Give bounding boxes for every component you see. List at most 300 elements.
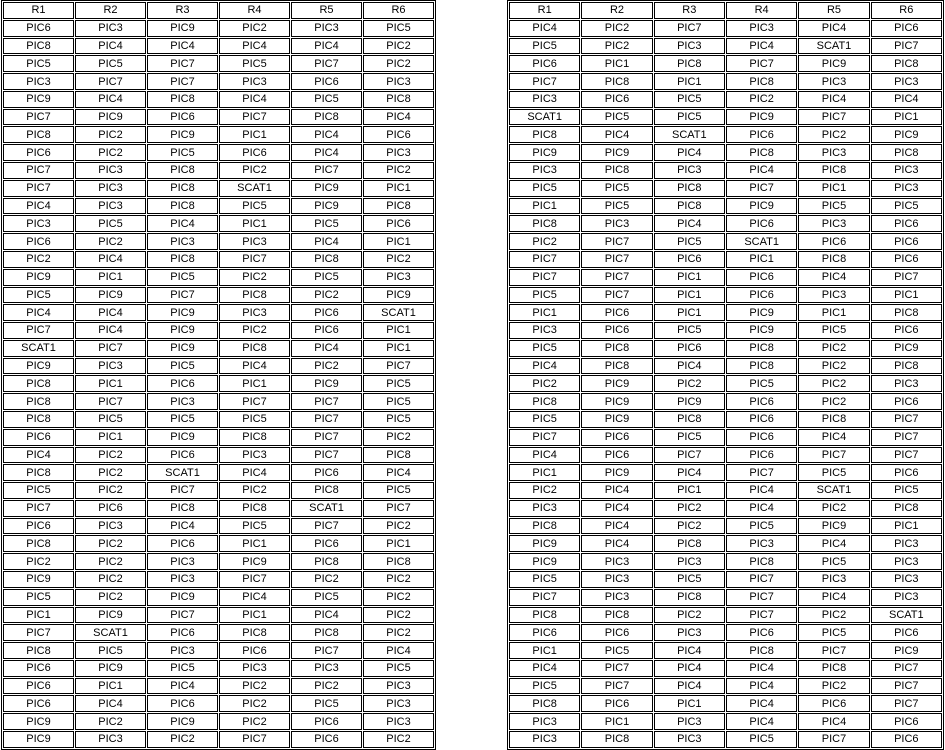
table-cell: PIC1 — [363, 340, 434, 357]
table-cell: PIC7 — [219, 109, 290, 126]
table-cell: PIC7 — [147, 482, 218, 499]
table-cell: PIC5 — [147, 144, 218, 161]
table-cell: PIC4 — [798, 589, 869, 606]
table-cell: PIC6 — [581, 624, 652, 641]
table-cell: PIC5 — [291, 269, 362, 286]
table-cell: PIC3 — [581, 589, 652, 606]
table-cell: PIC5 — [219, 518, 290, 535]
table-cell: PIC2 — [363, 571, 434, 588]
table-cell: PIC2 — [219, 713, 290, 730]
table-row — [3, 695, 434, 712]
table-cell: PIC3 — [75, 518, 146, 535]
table-cell: PIC9 — [219, 553, 290, 570]
table-cell: PIC8 — [726, 358, 797, 375]
table-cell: PIC3 — [871, 375, 942, 392]
table-cell: PIC6 — [726, 126, 797, 143]
table-cell: PIC2 — [726, 91, 797, 108]
table-cell: SCAT1 — [654, 126, 725, 143]
table-cell: PIC8 — [3, 535, 74, 552]
table-cell: PIC4 — [147, 678, 218, 695]
table-cell: PIC6 — [726, 269, 797, 286]
table-cell: PIC2 — [75, 553, 146, 570]
table-cell: PIC4 — [147, 38, 218, 55]
table-cell: PIC6 — [3, 678, 74, 695]
table-row — [509, 38, 942, 55]
table-cell: PIC5 — [509, 180, 580, 197]
table-row — [509, 233, 942, 250]
table-cell: PIC7 — [509, 429, 580, 446]
table-row — [3, 91, 434, 108]
table-cell: PIC9 — [871, 642, 942, 659]
table-cell: PIC6 — [219, 642, 290, 659]
table-cell: PIC6 — [147, 375, 218, 392]
table-row — [509, 678, 942, 695]
table-row — [509, 393, 942, 410]
table-cell: PIC9 — [3, 731, 74, 748]
table-cell: PIC2 — [219, 678, 290, 695]
table-cell: PIC3 — [75, 162, 146, 179]
table-cell: PIC8 — [147, 251, 218, 268]
table-cell: PIC3 — [654, 731, 725, 748]
table-row — [3, 642, 434, 659]
table-row — [3, 251, 434, 268]
table-cell: PIC2 — [363, 55, 434, 72]
table-cell: PIC7 — [509, 251, 580, 268]
table-cell: PIC2 — [75, 126, 146, 143]
table-cell: PIC5 — [509, 340, 580, 357]
table-cell: PIC7 — [726, 55, 797, 72]
table-cell: PIC7 — [219, 731, 290, 748]
table-cell: PIC9 — [581, 411, 652, 428]
table-cell: PIC8 — [363, 553, 434, 570]
table-cell: PIC8 — [581, 731, 652, 748]
table-cell: PIC7 — [798, 109, 869, 126]
table-cell: PIC2 — [75, 464, 146, 481]
table-cell: PIC7 — [147, 287, 218, 304]
header-row — [509, 2, 942, 19]
table-cell: PIC1 — [871, 287, 942, 304]
table-cell: PIC6 — [75, 500, 146, 517]
table-cell: PIC1 — [363, 180, 434, 197]
table-cell: PIC9 — [3, 358, 74, 375]
table-cell: PIC5 — [219, 55, 290, 72]
table-cell: PIC5 — [147, 411, 218, 428]
table-cell: PIC3 — [291, 20, 362, 37]
table-cell: PIC6 — [581, 91, 652, 108]
table-cell: PIC7 — [291, 162, 362, 179]
table-cell: PIC5 — [581, 180, 652, 197]
table-cell: PIC3 — [798, 287, 869, 304]
table-cell: PIC6 — [3, 660, 74, 677]
column-header: R5 — [291, 2, 362, 19]
table-cell: PIC1 — [654, 695, 725, 712]
table-row — [3, 233, 434, 250]
table-cell: PIC7 — [291, 55, 362, 72]
table-cell: PIC6 — [726, 447, 797, 464]
table-cell: PIC3 — [75, 180, 146, 197]
table-cell: PIC2 — [363, 518, 434, 535]
table-cell: PIC4 — [798, 269, 869, 286]
table-row — [509, 304, 942, 321]
table-cell: PIC6 — [3, 518, 74, 535]
table-cell: PIC7 — [581, 678, 652, 695]
table-cell: PIC6 — [291, 73, 362, 90]
table-cell: PIC1 — [3, 607, 74, 624]
table-cell: PIC6 — [871, 20, 942, 37]
table-cell: PIC4 — [219, 91, 290, 108]
table-cell: PIC6 — [654, 251, 725, 268]
table-cell: PIC4 — [219, 38, 290, 55]
table-row — [509, 109, 942, 126]
table-cell: PIC6 — [363, 126, 434, 143]
table-cell: PIC4 — [798, 20, 869, 37]
table-row — [3, 500, 434, 517]
table-cell: PIC3 — [581, 553, 652, 570]
table-cell: PIC2 — [363, 624, 434, 641]
table-cell: SCAT1 — [291, 500, 362, 517]
table-cell: PIC4 — [363, 109, 434, 126]
table-cell: PIC4 — [147, 215, 218, 232]
table-cell: PIC8 — [219, 429, 290, 446]
table-cell: PIC3 — [509, 500, 580, 517]
table-cell: PIC9 — [291, 180, 362, 197]
table-cell: PIC9 — [291, 375, 362, 392]
table-cell: PIC3 — [147, 553, 218, 570]
table-cell: PIC6 — [726, 393, 797, 410]
table-cell: PIC6 — [726, 624, 797, 641]
table-cell: SCAT1 — [75, 624, 146, 641]
table-cell: PIC5 — [798, 322, 869, 339]
table-row — [3, 660, 434, 677]
table-cell: PIC1 — [363, 322, 434, 339]
table-cell: PIC3 — [219, 233, 290, 250]
table-cell: PIC1 — [654, 482, 725, 499]
table-cell: PIC4 — [726, 678, 797, 695]
table-cell: PIC4 — [798, 429, 869, 446]
table-cell: PIC5 — [798, 553, 869, 570]
table-cell: PIC6 — [581, 695, 652, 712]
table-cell: PIC6 — [291, 322, 362, 339]
table-cell: PIC7 — [291, 411, 362, 428]
table-cell: PIC8 — [509, 393, 580, 410]
table-row — [3, 109, 434, 126]
table-cell: PIC7 — [798, 642, 869, 659]
table-cell: PIC6 — [581, 447, 652, 464]
table-cell: PIC9 — [581, 375, 652, 392]
table-cell: PIC3 — [654, 624, 725, 641]
table-row — [509, 198, 942, 215]
table-cell: PIC4 — [654, 464, 725, 481]
table-row — [509, 411, 942, 428]
table-cell: PIC4 — [3, 447, 74, 464]
table-cell: PIC2 — [75, 447, 146, 464]
table-cell: PIC3 — [798, 571, 869, 588]
table-row — [509, 731, 942, 748]
table-cell: PIC7 — [363, 358, 434, 375]
table-cell: PIC1 — [509, 642, 580, 659]
table-cell: PIC8 — [3, 393, 74, 410]
table-cell: PIC4 — [291, 233, 362, 250]
table-row — [509, 624, 942, 641]
table-cell: PIC3 — [147, 393, 218, 410]
table-cell: PIC8 — [147, 500, 218, 517]
table-cell: PIC5 — [219, 411, 290, 428]
table-cell: PIC1 — [363, 233, 434, 250]
table-row — [3, 38, 434, 55]
table-cell: SCAT1 — [219, 180, 290, 197]
table-cell: PIC3 — [654, 553, 725, 570]
table-cell: PIC1 — [219, 375, 290, 392]
table-row — [509, 269, 942, 286]
table-cell: PIC2 — [291, 571, 362, 588]
table-cell: PIC6 — [871, 464, 942, 481]
right-table — [507, 0, 944, 750]
table-cell: PIC8 — [291, 624, 362, 641]
table-cell: PIC2 — [75, 535, 146, 552]
table-cell: PIC7 — [654, 447, 725, 464]
table-cell: PIC8 — [219, 340, 290, 357]
table-cell: PIC8 — [798, 162, 869, 179]
table-cell: PIC4 — [509, 20, 580, 37]
table-cell: PIC5 — [798, 624, 869, 641]
table-cell: PIC3 — [147, 571, 218, 588]
table-cell: PIC2 — [291, 678, 362, 695]
table-cell: PIC4 — [726, 713, 797, 730]
table-cell: PIC2 — [363, 731, 434, 748]
table-cell: PIC1 — [654, 287, 725, 304]
table-cell: PIC8 — [726, 144, 797, 161]
table-cell: PIC4 — [581, 518, 652, 535]
table-cell: PIC8 — [291, 482, 362, 499]
table-row — [509, 180, 942, 197]
table-cell: PIC3 — [75, 358, 146, 375]
table-cell: PIC5 — [509, 678, 580, 695]
table-cell: PIC5 — [654, 322, 725, 339]
table-cell: PIC2 — [509, 233, 580, 250]
table-cell: PIC8 — [363, 198, 434, 215]
table-cell: PIC4 — [654, 144, 725, 161]
table-cell: PIC2 — [291, 358, 362, 375]
table-cell: PIC6 — [363, 215, 434, 232]
table-cell: PIC4 — [581, 126, 652, 143]
table-cell: PIC5 — [798, 464, 869, 481]
table-cell: PIC7 — [581, 251, 652, 268]
table-cell: PIC7 — [581, 660, 652, 677]
table-cell: PIC3 — [509, 91, 580, 108]
table-cell: PIC5 — [509, 287, 580, 304]
table-cell: PIC8 — [509, 215, 580, 232]
table-cell: PIC5 — [654, 429, 725, 446]
table-cell: PIC2 — [581, 20, 652, 37]
table-cell: PIC2 — [147, 731, 218, 748]
table-cell: PIC7 — [147, 73, 218, 90]
table-cell: PIC7 — [871, 695, 942, 712]
table-cell: PIC8 — [581, 73, 652, 90]
table-cell: PIC4 — [291, 126, 362, 143]
table-cell: PIC9 — [726, 198, 797, 215]
table-cell: PIC8 — [581, 162, 652, 179]
table-cell: PIC5 — [509, 571, 580, 588]
table-cell: PIC9 — [509, 535, 580, 552]
table-cell: PIC5 — [581, 642, 652, 659]
table-row — [3, 393, 434, 410]
table-cell: PIC8 — [147, 180, 218, 197]
table-row — [509, 429, 942, 446]
table-cell: PIC7 — [798, 731, 869, 748]
table-cell: PIC7 — [3, 322, 74, 339]
table-row — [3, 464, 434, 481]
table-cell: PIC4 — [581, 535, 652, 552]
table-cell: PIC3 — [75, 731, 146, 748]
table-cell: PIC7 — [509, 269, 580, 286]
table-row — [3, 340, 434, 357]
table-cell: PIC4 — [291, 38, 362, 55]
table-cell: PIC9 — [509, 144, 580, 161]
table-cell: PIC1 — [219, 126, 290, 143]
table-row — [3, 553, 434, 570]
table-cell: PIC7 — [3, 180, 74, 197]
table-cell: PIC2 — [654, 375, 725, 392]
table-cell: PIC4 — [726, 500, 797, 517]
table-row — [509, 553, 942, 570]
table-cell: PIC9 — [581, 144, 652, 161]
table-cell: PIC1 — [798, 180, 869, 197]
table-cell: PIC4 — [75, 322, 146, 339]
table-cell: PIC3 — [363, 695, 434, 712]
table-cell: PIC5 — [654, 109, 725, 126]
table-cell: PIC5 — [726, 375, 797, 392]
table-cell: PIC6 — [871, 215, 942, 232]
table-cell: PIC8 — [509, 126, 580, 143]
table-cell: PIC6 — [3, 429, 74, 446]
table-cell: PIC6 — [291, 464, 362, 481]
table-row — [509, 322, 942, 339]
table-row — [3, 375, 434, 392]
table-cell: PIC5 — [3, 287, 74, 304]
table-cell: PIC6 — [509, 624, 580, 641]
table-cell: PIC6 — [147, 447, 218, 464]
table-cell: PIC1 — [871, 518, 942, 535]
table-cell: PIC3 — [363, 713, 434, 730]
table-cell: PIC8 — [581, 607, 652, 624]
table-cell: PIC9 — [3, 269, 74, 286]
table-cell: PIC5 — [363, 393, 434, 410]
table-row — [509, 695, 942, 712]
table-row — [3, 73, 434, 90]
table-cell: PIC7 — [363, 500, 434, 517]
table-cell: PIC2 — [798, 375, 869, 392]
table-row — [509, 144, 942, 161]
table-cell: PIC2 — [509, 482, 580, 499]
table-row — [3, 269, 434, 286]
table-cell: PIC8 — [3, 126, 74, 143]
table-cell: PIC3 — [363, 144, 434, 161]
table-cell: PIC9 — [581, 393, 652, 410]
table-cell: PIC6 — [291, 731, 362, 748]
table-cell: PIC7 — [291, 393, 362, 410]
table-cell: PIC4 — [147, 518, 218, 535]
table-cell: PIC3 — [798, 73, 869, 90]
table-cell: PIC7 — [798, 447, 869, 464]
table-cell: PIC7 — [871, 269, 942, 286]
table-cell: PIC9 — [726, 304, 797, 321]
table-cell: PIC3 — [363, 269, 434, 286]
table-row — [509, 571, 942, 588]
table-cell: PIC7 — [726, 607, 797, 624]
table-cell: PIC5 — [363, 482, 434, 499]
table-cell: PIC5 — [3, 482, 74, 499]
table-row — [509, 91, 942, 108]
table-cell: PIC5 — [291, 589, 362, 606]
table-cell: PIC7 — [219, 393, 290, 410]
table-cell: PIC8 — [726, 73, 797, 90]
table-cell: SCAT1 — [798, 482, 869, 499]
table-cell: PIC3 — [581, 215, 652, 232]
table-cell: PIC2 — [581, 38, 652, 55]
table-cell: PIC3 — [798, 215, 869, 232]
table-cell: PIC5 — [291, 91, 362, 108]
table-cell: PIC5 — [147, 660, 218, 677]
table-cell: PIC6 — [871, 233, 942, 250]
table-cell: PIC5 — [363, 660, 434, 677]
table-cell: PIC4 — [509, 660, 580, 677]
table-cell: PIC3 — [219, 304, 290, 321]
table-row — [509, 447, 942, 464]
table-cell: PIC2 — [509, 375, 580, 392]
table-row — [3, 607, 434, 624]
table-cell: PIC5 — [509, 38, 580, 55]
table-cell: PIC8 — [726, 553, 797, 570]
table-cell: PIC2 — [654, 500, 725, 517]
table-cell: PIC7 — [871, 38, 942, 55]
column-header: R1 — [3, 2, 74, 19]
table-cell: PIC6 — [871, 731, 942, 748]
column-header: R1 — [509, 2, 580, 19]
table-cell: PIC7 — [581, 233, 652, 250]
table-cell: PIC8 — [219, 287, 290, 304]
table-cell: PIC4 — [798, 713, 869, 730]
table-cell: PIC3 — [654, 713, 725, 730]
table-cell: PIC9 — [147, 304, 218, 321]
table-cell: PIC4 — [509, 358, 580, 375]
table-cell: PIC8 — [654, 180, 725, 197]
table-cell: PIC2 — [798, 126, 869, 143]
table-cell: PIC2 — [363, 38, 434, 55]
table-cell: PIC1 — [219, 215, 290, 232]
table-cell: PIC3 — [291, 660, 362, 677]
table-cell: PIC8 — [291, 553, 362, 570]
table-cell: PIC6 — [871, 393, 942, 410]
table-cell: PIC4 — [291, 144, 362, 161]
table-cell: PIC4 — [75, 304, 146, 321]
table-cell: PIC5 — [363, 375, 434, 392]
table-cell: PIC4 — [726, 695, 797, 712]
table-cell: SCAT1 — [147, 464, 218, 481]
table-cell: PIC9 — [147, 589, 218, 606]
table-row — [3, 624, 434, 641]
table-cell: PIC7 — [75, 340, 146, 357]
table-cell: PIC8 — [654, 55, 725, 72]
table-cell: PIC1 — [363, 535, 434, 552]
table-cell: PIC6 — [581, 304, 652, 321]
column-header: R5 — [798, 2, 869, 19]
table-cell: PIC2 — [654, 607, 725, 624]
table-cell: SCAT1 — [509, 109, 580, 126]
table-cell: PIC9 — [871, 126, 942, 143]
table-cell: PIC4 — [363, 642, 434, 659]
table-cell: PIC3 — [509, 731, 580, 748]
table-cell: PIC3 — [726, 535, 797, 552]
